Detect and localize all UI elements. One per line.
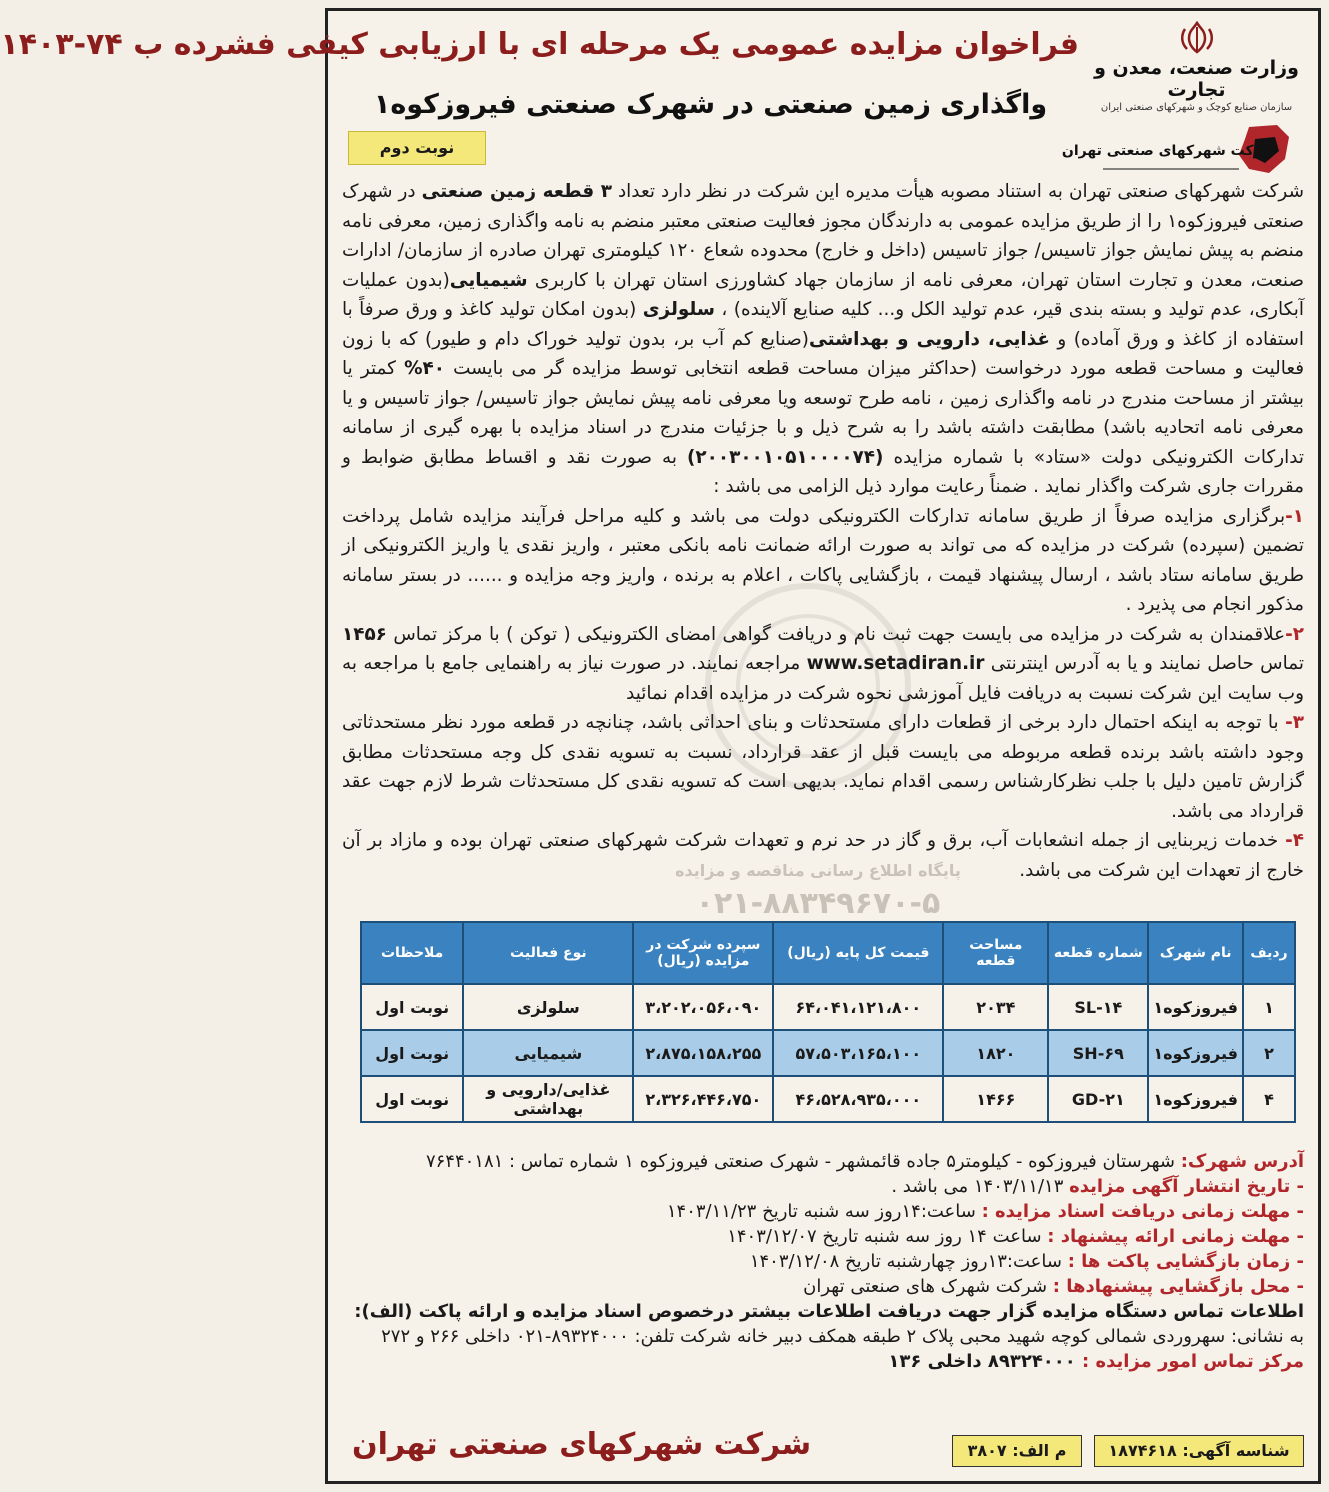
docs-value: ساعت:۱۴روز سه شنبه تاریخ ۱۴۰۳/۱۱/۲۳ [666, 1201, 982, 1222]
item-2 [342, 620, 1304, 709]
percent-limit: ۴۰% [404, 358, 445, 379]
auction-number: (۲۰۰۳۰۰۱۰۵۱۰۰۰۰۷۴) [687, 446, 884, 468]
place-line [342, 1274, 1304, 1299]
item-1 [342, 502, 1304, 620]
intro-paragraph [342, 177, 1304, 502]
col-deposit: سپرده شرکت در مزایده (ریال) [633, 922, 773, 984]
watermark-phone: ۰۲۱-۸۸۳۴۹۶۷۰-۵ [695, 886, 941, 921]
open-label: - زمان بازگشایی پاکت ها : [1067, 1251, 1304, 1272]
cell-area: ۲۰۳۴ [943, 984, 1048, 1030]
cell-remarks: نوبت اول [361, 1076, 463, 1122]
intro-text: (صنایع کم آب بر، بدون تولید خوراک دام و طیور) که با زون فعالیت و مساحت قطعه مورد درخواست (حداکثر میزان مساحت قطعه انتخابی توسط مزایده گر می بایست [342, 328, 1305, 379]
cell-base-price: ۶۴،۰۴۱،۱۲۱،۸۰۰ [773, 984, 943, 1030]
intro-bold-lots: ۳ قطعه زمین صنعتی [421, 181, 612, 202]
cell-activity: غذایی/دارویی و بهداشتی [463, 1076, 633, 1122]
cell-activity: شیمیایی [463, 1030, 633, 1076]
iran-emblem-icon [1175, 21, 1219, 55]
col-base-price: قیمت کل پایه (ریال) [773, 922, 943, 984]
lots-table [360, 921, 1296, 1123]
sub-title: واگذاری زمین صنعتی در شهرک صنعتی فیروزکوه۱ [373, 89, 1048, 120]
col-remarks: ملاحظات [361, 922, 463, 984]
docs-line [342, 1199, 1304, 1224]
logos [1061, 21, 1304, 171]
open-line [342, 1249, 1304, 1274]
cell-base-price: ۵۷،۵۰۳،۱۶۵،۱۰۰ [773, 1030, 943, 1076]
intro-text: (بدون امکان تولید کاغذ و ورق صرفاً با استفاده از کاغذ و ورق آماده) و [342, 299, 1305, 350]
cell-activity: سلولزی [463, 984, 633, 1030]
item-text: علاقمندان به شرکت در مزایده می بایست جهت ثبت نام و دریافت گواهی امضای الکترونیکی ( توکن ) با مرکز تماس [386, 623, 1286, 645]
cell-town: فیروزکوه۱ [1148, 1030, 1243, 1076]
item-number: ۲- [1285, 623, 1304, 645]
place-label: - محل بازگشایی پیشنهادها : [1052, 1276, 1304, 1297]
table-header-row [361, 922, 1295, 984]
center-value: ۸۹۳۲۴۰۰۰ داخلی ۱۳۶ [888, 1351, 1083, 1372]
main-title: فراخوان مزایده عمومی یک مرحله ای با ارزیابی کیفی فشرده ب ۷۴-۱۴۰۳ [0, 27, 1079, 62]
center-line [342, 1349, 1304, 1374]
cell-lot-number: SH-۶۹ [1048, 1030, 1148, 1076]
open-value: ساعت:۱۳روز چهارشنبه تاریخ ۱۴۰۳/۱۲/۰۸ [749, 1251, 1068, 1272]
cell-town: فیروزکوه۱ [1148, 1076, 1243, 1122]
address-label: آدرس شهرک: [1180, 1151, 1304, 1172]
cell-remarks: نوبت اول [361, 984, 463, 1030]
table-row [361, 1030, 1295, 1076]
usage-cellulose: سلولزی [642, 299, 716, 320]
item-text: تماس حاصل نمایند و یا به آدرس اینترنتی [984, 653, 1304, 674]
col-town: نام شهرک [1148, 922, 1243, 984]
cell-area: ۱۸۲۰ [943, 1030, 1048, 1076]
table-row [361, 1076, 1295, 1122]
item-number: ۳- [1285, 712, 1304, 733]
cell-lot-number: GD-۲۱ [1048, 1076, 1148, 1122]
cell-deposit: ۲،۸۷۵،۱۵۸،۲۵۵ [633, 1030, 773, 1076]
usage-chemical: شیمیایی [449, 269, 528, 291]
docs-label: - مهلت زمانی دریافت اسناد مزایده : [981, 1201, 1304, 1222]
announcement-page [0, 8, 1321, 1484]
company-logo-icon [1061, 119, 1295, 181]
cell-row: ۱ [1243, 984, 1295, 1030]
turn-badge: نوبت دوم [348, 131, 486, 165]
call-center-number: ۱۴۵۶ [342, 623, 387, 645]
cell-row: ۲ [1243, 1030, 1295, 1076]
cell-town: فیروزکوه۱ [1148, 984, 1243, 1030]
header [0, 21, 1304, 173]
cell-area: ۱۴۶۶ [943, 1076, 1048, 1122]
contact-title: اطلاعات تماس دستگاه مزایده گزار جهت دریافت اطلاعات بیشتر درخصوص اسناد مزایده و ارائه پاکت (الف): [354, 1301, 1304, 1322]
company-signature: شرکت شهرکهای صنعتی تهران [352, 1427, 812, 1462]
intro-text: کمتر یا بیشتر از مساحت مندرج در نامه واگذاری زمین ، نامه طرح توسعه ویا معرفی نامه پیش نمایش جواز تاسیس/ جواز تاسیس و یا معرفی نامه اتحادیه باشد) مطابقت داشته باشد را به شرح ذیل و با جزئیات مندرج در اسناد مزایده با بهره گیری از سامانه تدارکات الکترونیکی دولت «ستاد» با شماره مزایده [342, 358, 1305, 468]
cell-row: ۴ [1243, 1076, 1295, 1122]
col-activity: نوع فعالیت [463, 922, 633, 984]
col-lot-number: شماره قطعه [1048, 922, 1148, 984]
item-text: با توجه به اینکه احتمال دارد برخی از قطعات دارای مستحدثات و بنای احداثی باشد، چنانچه در قطعه مورد نظر مستحدثاتی وجود داشته باشد برنده قطعه مربوطه می بایست قبل از عقد قرارداد، نسبت به تسویه نقدی کل وجه مستحدثات مطابق گزارش تامین دلیل با جلب نظرکارشناس رسمی اقدام نماید. بدیهی است که تسویه نقدی کل مستحدثات شرط لازم جهت عقد قرارداد می باشد. [342, 712, 1304, 822]
publish-value: ۱۴۰۳/۱۱/۱۳ می باشد . [891, 1176, 1070, 1197]
cell-remarks: نوبت اول [361, 1030, 463, 1076]
intro-text: شرکت شهرکهای صنعتی تهران به استناد مصوبه هیأت مدیره این شرکت در نظر دارد تعداد [611, 181, 1304, 202]
svg-text:شرکت شهرکهای صنعتی تهران: شرکت شهرکهای صنعتی تهران [1061, 143, 1276, 159]
offer-line [342, 1224, 1304, 1249]
cell-base-price: ۴۶،۵۲۸،۹۳۵،۰۰۰ [773, 1076, 943, 1122]
intro-text: در شهرک صنعتی فیروزکوه۱ را از طریق مزایده عمومی به دارندگان مجوز فعالیت صنعتی معتبر منضم به نامه واگذاری زمین، معرفی نامه منضم به پیش نمایش جواز تاسیس/ جواز تاسیس (داخل و خارج) محدوده شعاع ۱۲۰ کیلومتری تهران صادره از سازمان/ ادارات صنعت، معدن و تجارت استان تهران، معرفی نامه از سازمان جهاد کشاورزی استان تهران با کاربری [342, 181, 1305, 291]
item-number: ۱- [1285, 505, 1304, 527]
col-row: ردیف [1243, 922, 1295, 984]
footer [342, 1427, 1304, 1471]
table-row [361, 984, 1295, 1030]
intro-text: (بدون عملیات آبکاری، عدم تولید و بسته بندی قیر، عدم تولید الکل و... کلیه صنایع آلاینده) ، [342, 269, 1304, 320]
intro-text: به صورت نقد و اقساط مطابق ضوابط و مقررات جاری شرکت واگذار نماید . ضمناً رعایت موارد ذیل الزامی می باشد : [342, 446, 1304, 497]
offer-label: - مهلت زمانی ارائه پیشنهاد : [1047, 1226, 1304, 1247]
ad-id-badge: شناسه آگهی: ۱۸۷۴۶۱۸ [1094, 1435, 1304, 1467]
cell-deposit: ۲،۳۲۶،۴۴۶،۷۵۰ [633, 1076, 773, 1122]
publish-label: - تاریخ انتشار آگهی مزایده [1069, 1176, 1304, 1197]
publish-line [342, 1174, 1304, 1199]
contact-address: به نشانی: سهروردی شمالی کوچه شهید محبی پلاک ۲ طبقه همکف دبیر خانه شرکت تلفن: ۸۹۳۲۴۰۰۰-۰۲۱ داخلی ۲۶۶ و ۲۷۲ [381, 1326, 1304, 1347]
item-text: خدمات زیربنایی از جمله انشعابات آب، برق و گاز در حد نرم و تعهدات شرکت شهرکهای صنعتی تهران بوده و مازاد بر آن خارج از تعهدات این شرکت می باشد. [342, 830, 1304, 881]
place-value: شرکت شهرک های صنعتی تهران [803, 1276, 1053, 1297]
ad-m-badge: م الف: ۳۸۰۷ [952, 1435, 1082, 1467]
item-number: ۴- [1285, 830, 1304, 851]
info-section [342, 1149, 1304, 1374]
center-label: مرکز تماس امور مزایده : [1082, 1351, 1304, 1372]
col-area: مساحت قطعه [943, 922, 1048, 984]
cell-deposit: ۳،۲۰۲،۰۵۶،۰۹۰ [633, 984, 773, 1030]
item-3 [342, 708, 1304, 826]
address-line [342, 1149, 1304, 1174]
ministry-name: وزارت صنعت، معدن و تجارت [1094, 57, 1299, 101]
setad-link[interactable]: www.setadiran.ir [806, 653, 985, 674]
item-text: برگزاری مزایده صرفاً از طریق سامانه تدارکات الکترونیکی دولت می باشد و کلیه مراحل فرآیند مزایده شامل پرداخت تضمین (سپرده) شرکت در مزایده که می تواند به صورت ارائه ضمانت نامه بانکی معتبر ، واریز نقدی یا واریز الکترونیکی از طریق سامانه ستاد باشد ، ارسال پیشنهاد قیمت ، بازگشایی پاکات ، اعلام به برنده ، واریز وجه مزایده و ...... در بستر سامانه مذکور انجام می پذیرد . [342, 505, 1304, 615]
address-value: شهرستان فیروزکوه - کیلومتر۵ جاده قائمشهر - شهرک صنعتی فیروزکوه ۱ شماره تماس : ۷۶۴۴۰۱۸۱ [425, 1151, 1181, 1172]
item-text: مراجعه نمایند. در صورت نیاز به راهنمایی جامع با مراجعه به وب سایت این شرکت نسبت به دریافت فایل آموزشی نحوه شرکت در مزایده اقدام نمائید [342, 653, 1304, 704]
usage-food: غذایی، دارویی و بهداشتی [808, 328, 1050, 350]
cell-lot-number: SL-۱۴ [1048, 984, 1148, 1030]
watermark-text: پایگاه اطلاع رسانی مناقصه و مزایده [675, 861, 961, 880]
offer-value: ساعت ۱۴ روز سه شنبه تاریخ ۱۴۰۳/۱۲/۰۷ [727, 1226, 1048, 1247]
ministry-subtitle: سازمان صنایع کوچک و شهرکهای صنعتی ایران [1100, 102, 1293, 113]
announcement-body [342, 177, 1304, 885]
